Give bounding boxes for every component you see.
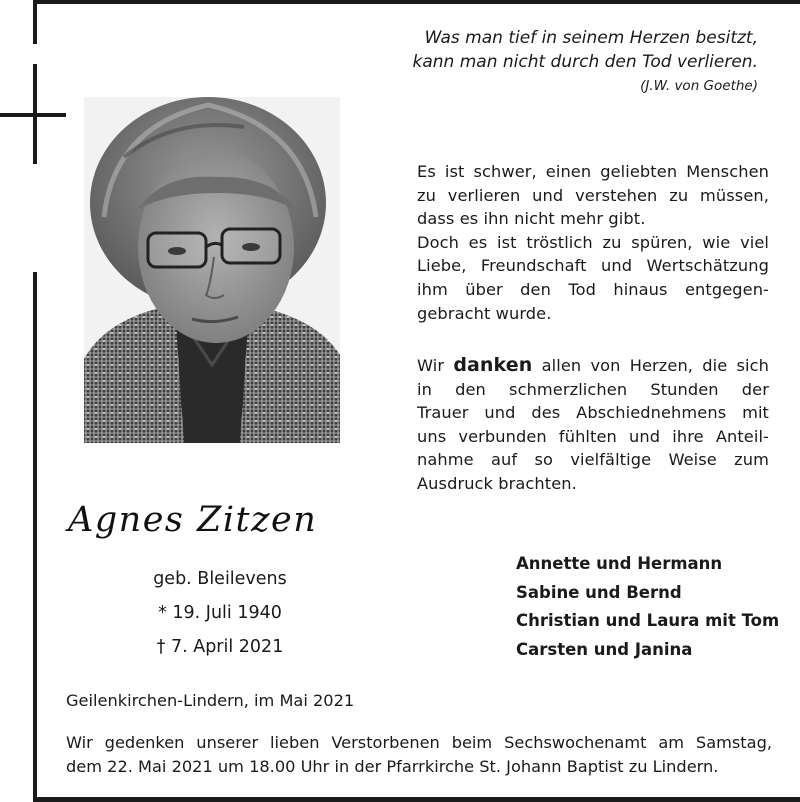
frame-bottom-border bbox=[33, 797, 800, 802]
text-line: Trauer und des Abschiednehmens mit bbox=[417, 403, 769, 423]
text-line: gebracht wurde. bbox=[417, 303, 552, 323]
memorial-service-notice bbox=[66, 731, 772, 779]
footer-line-2: dem 22. Mai 2021 um 18.00 Uhr in der Pfarrkirche St. Johann Baptist zu Lindern. bbox=[66, 757, 719, 776]
family-member: Christian und Laura mit Tom bbox=[516, 611, 780, 630]
frame-top-border bbox=[33, 0, 800, 4]
frame-left-border-bottom bbox=[33, 272, 37, 802]
text-line: Es ist schwer, einen geliebten Menschen bbox=[417, 162, 769, 181]
text-line: Doch es ist tröstlich zu spüren, wie viel bbox=[417, 232, 769, 252]
death-date: † 7. April 2021 bbox=[156, 637, 284, 657]
family-member: Sabine und Bernd bbox=[516, 582, 682, 602]
place-date: Geilenkirchen-Lindern, im Mai 2021 bbox=[66, 691, 355, 710]
thanks-paragraph bbox=[417, 354, 769, 496]
portrait-photo bbox=[84, 97, 340, 443]
deceased-name: Agnes Zitzen bbox=[68, 500, 318, 540]
text-fragment: Wir bbox=[417, 356, 454, 375]
quote-author: (J.W. von Goethe) bbox=[640, 78, 758, 94]
condolence-paragraph-1 bbox=[417, 160, 769, 325]
frame-left-border-top bbox=[33, 0, 37, 44]
maiden-name: geb. Bleilevens bbox=[153, 569, 287, 589]
family-member: Carsten und Janina bbox=[516, 639, 693, 659]
birth-date: * 19. Juli 1940 bbox=[158, 603, 282, 623]
text-line: in den schmerzlichen Stunden der bbox=[417, 379, 769, 399]
text-line: uns verbunden fühlten und ihre Anteil- bbox=[417, 426, 769, 446]
family-member: Annette und Hermann bbox=[516, 554, 723, 573]
footer-line-1: Wir gedenken unserer lieben Verstorbenen beim Sechswochenamt am Samstag, bbox=[66, 733, 772, 752]
quote-line-1: Was man tief in seinem Herzen besitzt, bbox=[424, 28, 758, 48]
text-line: Liebe, Freundschaft und Wertschätzung bbox=[417, 256, 769, 276]
cross-horizontal bbox=[0, 113, 66, 117]
text-line: dass es ihn nicht mehr gibt. bbox=[417, 209, 646, 229]
text-fragment: allen von Herzen, die sich bbox=[532, 356, 769, 375]
goethe-quote bbox=[400, 26, 758, 98]
text-line: Ausdruck brachten. bbox=[417, 473, 577, 493]
quote-line-2: kann man nicht durch den Tod verlieren. bbox=[412, 52, 758, 72]
text-line: nahme auf so vielfältige Weise zum bbox=[417, 450, 769, 470]
deceased-details bbox=[100, 562, 340, 664]
text-line: zu verlieren und verstehen zu müssen, bbox=[417, 185, 769, 205]
family-signatures bbox=[516, 550, 786, 664]
danken-emphasis: danken bbox=[453, 354, 533, 376]
text-line bbox=[417, 354, 769, 378]
text-line: ihm über den Tod hinaus entgegen- bbox=[417, 279, 769, 299]
